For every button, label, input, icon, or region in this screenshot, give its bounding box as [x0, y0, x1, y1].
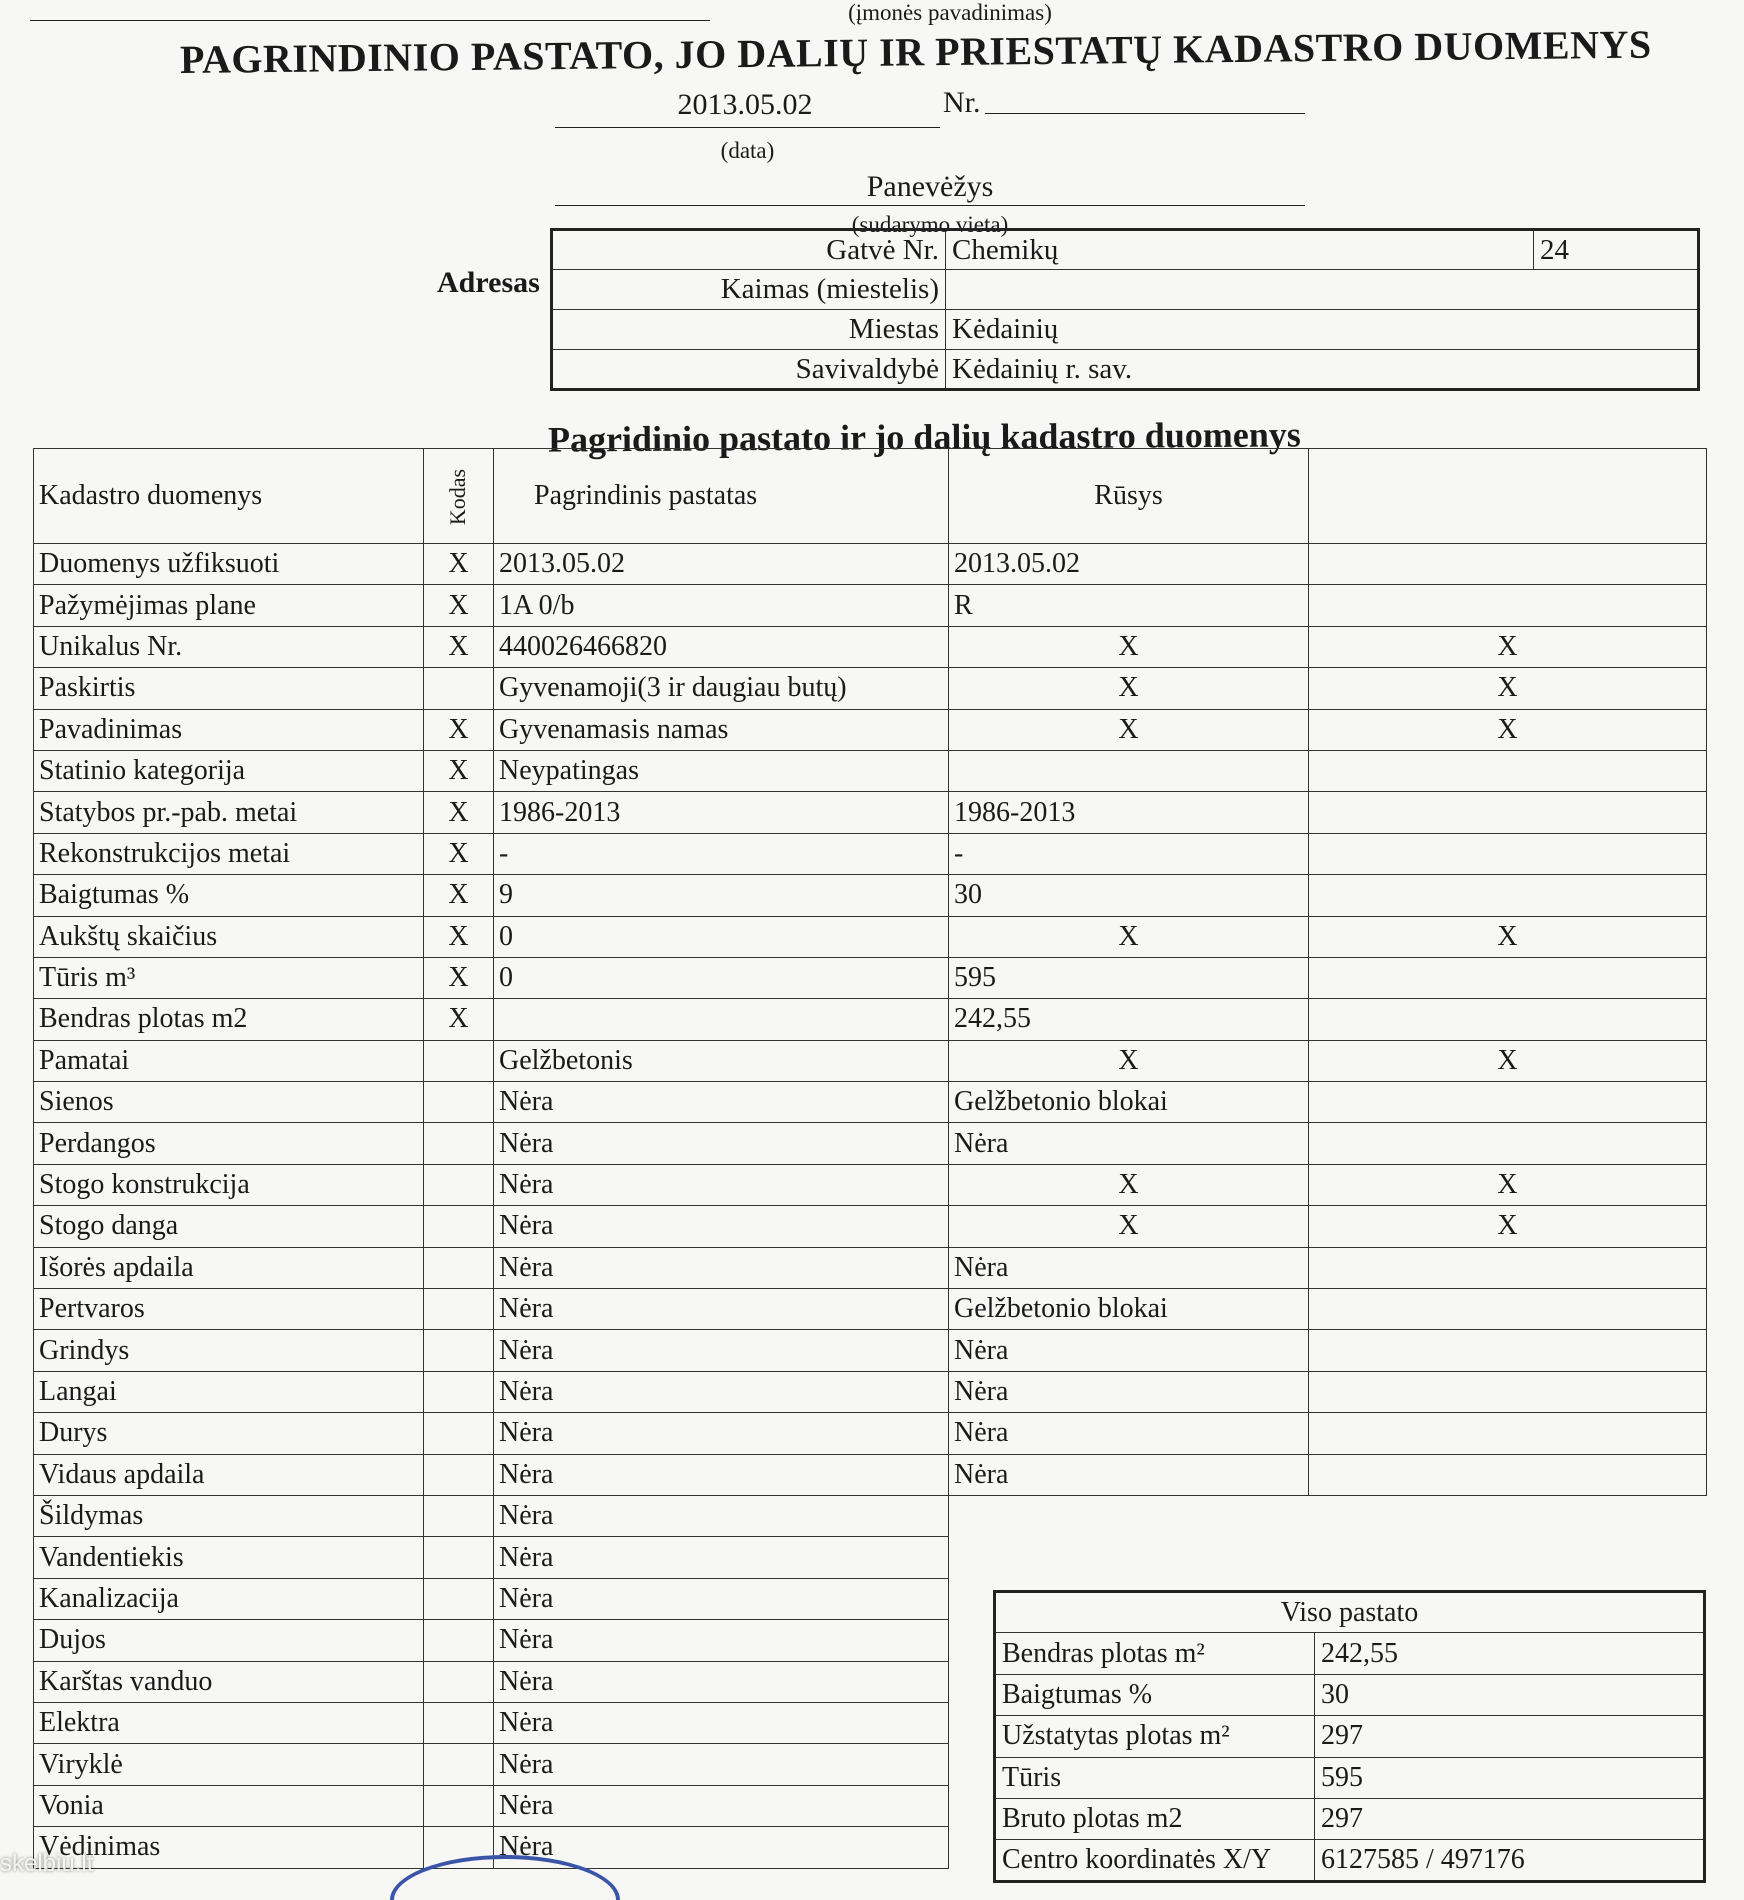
row-kodas — [424, 1785, 494, 1826]
table-row — [34, 1082, 1707, 1123]
row-kodas: X — [424, 999, 494, 1040]
row-extra-value — [1309, 1495, 1707, 1536]
table-row — [34, 1330, 1707, 1371]
table-row — [34, 1247, 1707, 1288]
row-label: Stogo konstrukcija — [34, 1164, 424, 1205]
summary-row — [995, 1716, 1705, 1757]
row-extra-value — [1309, 585, 1707, 626]
row-kodas — [424, 1247, 494, 1288]
row-main-building-value: 440026466820 — [494, 626, 949, 667]
address-row — [552, 270, 1699, 310]
company-caption: (įmonės pavadinimas) — [848, 0, 1052, 25]
table-row — [34, 585, 1707, 626]
row-kodas — [424, 1330, 494, 1371]
address-house-number: 24 — [1534, 230, 1699, 270]
row-label: Viryklė — [34, 1744, 424, 1785]
row-main-building-value: Nėra — [494, 1330, 949, 1371]
table-row — [34, 1123, 1707, 1164]
row-main-building-value: Nėra — [494, 1123, 949, 1164]
row-main-building-value — [494, 999, 949, 1040]
table-row — [34, 875, 1707, 916]
row-label: Bendras plotas m2 — [34, 999, 424, 1040]
row-label: Duomenys užfiksuoti — [34, 544, 424, 585]
row-label: Statybos pr.-pab. metai — [34, 792, 424, 833]
row-kodas: X — [424, 709, 494, 750]
row-label: Unikalus Nr. — [34, 626, 424, 667]
row-kodas — [424, 1082, 494, 1123]
row-basement-value: 595 — [949, 957, 1309, 998]
main-table-title: Pagridinio pastato ir jo dalių kadastro duomenys — [547, 414, 1301, 460]
address-table — [550, 228, 1700, 391]
row-basement-value: Nėra — [949, 1454, 1309, 1495]
address-row — [552, 310, 1699, 350]
row-extra-value — [1309, 1454, 1707, 1495]
row-main-building-value: 9 — [494, 875, 949, 916]
row-label: Pavadinimas — [34, 709, 424, 750]
row-extra-value — [1309, 875, 1707, 916]
table-row — [34, 1164, 1707, 1205]
row-main-building-value: Nėra — [494, 1620, 949, 1661]
row-label: Vonia — [34, 1785, 424, 1826]
row-kodas — [424, 1537, 494, 1578]
address-row — [552, 230, 1699, 270]
row-main-building-value: Gyvenamasis namas — [494, 709, 949, 750]
row-label: Vėdinimas — [34, 1827, 424, 1868]
row-basement-value: 1986-2013 — [949, 792, 1309, 833]
summary-header-row — [995, 1592, 1705, 1633]
row-main-building-value: Gyvenamoji(3 ir daugiau butų) — [494, 668, 949, 709]
row-label: Vandentiekis — [34, 1537, 424, 1578]
place-value: Panevėžys — [866, 170, 994, 203]
row-basement-value: Nėra — [949, 1330, 1309, 1371]
header-main-building: Pagrindinis pastatas — [494, 449, 949, 544]
row-main-building-value: Nėra — [494, 1454, 949, 1495]
row-main-building-value: 0 — [494, 957, 949, 998]
row-extra-value: X — [1309, 1206, 1707, 1247]
summary-value: 30 — [1315, 1674, 1705, 1715]
row-extra-value — [1309, 1123, 1707, 1164]
row-label: Paskirtis — [34, 668, 424, 709]
row-kodas — [424, 1702, 494, 1743]
row-kodas — [424, 668, 494, 709]
row-label: Šildymas — [34, 1495, 424, 1536]
row-main-building-value: Gelžbetonis — [494, 1040, 949, 1081]
row-label: Pažymėjimas plane — [34, 585, 424, 626]
row-basement-value: X — [949, 626, 1309, 667]
row-extra-value — [1309, 1537, 1707, 1578]
row-label: Stogo danga — [34, 1206, 424, 1247]
address-field-value — [946, 270, 1699, 310]
row-main-building-value: Nėra — [494, 1247, 949, 1288]
row-extra-value — [1309, 833, 1707, 874]
row-main-building-value: Nėra — [494, 1537, 949, 1578]
table-header-row — [34, 449, 1707, 544]
row-label: Pertvaros — [34, 1289, 424, 1330]
row-label: Statinio kategorija — [34, 750, 424, 791]
row-basement-value: Nėra — [949, 1413, 1309, 1454]
row-main-building-value: Nėra — [494, 1702, 949, 1743]
table-row — [34, 1495, 1707, 1536]
address-label: Adresas — [437, 266, 540, 299]
row-kodas: X — [424, 626, 494, 667]
summary-value: 6127585 / 497176 — [1315, 1840, 1705, 1881]
row-basement-value: 2013.05.02 — [949, 544, 1309, 585]
header-extra — [1309, 449, 1707, 544]
row-label: Perdangos — [34, 1123, 424, 1164]
row-basement-value: Gelžbetonio blokai — [949, 1289, 1309, 1330]
row-extra-value: X — [1309, 916, 1707, 957]
row-extra-value — [1309, 1289, 1707, 1330]
row-label: Išorės apdaila — [34, 1247, 424, 1288]
address-field-value: Chemikų — [946, 230, 1534, 270]
row-extra-value — [1309, 1082, 1707, 1123]
row-kodas — [424, 1413, 494, 1454]
row-kodas: X — [424, 916, 494, 957]
document-title: PAGRINDINIO PASTATO, JO DALIŲ IR PRIESTATŲ KADASTRO DUOMENYS — [179, 21, 1652, 83]
row-extra-value — [1309, 544, 1707, 585]
row-kodas — [424, 1495, 494, 1536]
table-row — [34, 1206, 1707, 1247]
row-kodas — [424, 1289, 494, 1330]
summary-table — [993, 1590, 1706, 1883]
row-main-building-value: Neypatingas — [494, 750, 949, 791]
row-kodas: X — [424, 875, 494, 916]
row-kodas: X — [424, 750, 494, 791]
company-name-line — [30, 20, 710, 21]
row-basement-value: Nėra — [949, 1123, 1309, 1164]
row-kodas — [424, 1040, 494, 1081]
row-basement-value: 242,55 — [949, 999, 1309, 1040]
summary-label: Bruto plotas m2 — [995, 1798, 1315, 1839]
row-extra-value: X — [1309, 668, 1707, 709]
row-kodas — [424, 1206, 494, 1247]
summary-title: Viso pastato — [995, 1592, 1705, 1633]
row-kodas — [424, 1661, 494, 1702]
row-extra-value: X — [1309, 1040, 1707, 1081]
row-extra-value — [1309, 957, 1707, 998]
row-main-building-value: Nėra — [494, 1744, 949, 1785]
row-extra-value — [1309, 999, 1707, 1040]
row-main-building-value: Nėra — [494, 1082, 949, 1123]
table-row — [34, 833, 1707, 874]
table-row — [34, 1289, 1707, 1330]
summary-value: 242,55 — [1315, 1633, 1705, 1674]
row-main-building-value: Nėra — [494, 1578, 949, 1619]
row-kodas — [424, 1744, 494, 1785]
summary-label: Bendras plotas m² — [995, 1633, 1315, 1674]
watermark: skelbiu.lt — [0, 1850, 94, 1877]
row-basement-value: X — [949, 668, 1309, 709]
row-main-building-value: - — [494, 833, 949, 874]
table-row — [34, 957, 1707, 998]
row-label: Rekonstrukcijos metai — [34, 833, 424, 874]
row-label: Pamatai — [34, 1040, 424, 1081]
number-label: Nr. — [943, 86, 981, 119]
table-row — [34, 916, 1707, 957]
row-label: Kanalizacija — [34, 1578, 424, 1619]
address-row — [552, 350, 1699, 390]
row-extra-value: X — [1309, 709, 1707, 750]
summary-label: Centro koordinatės X/Y — [995, 1840, 1315, 1881]
table-row — [34, 792, 1707, 833]
row-basement-value: X — [949, 916, 1309, 957]
address-field-label: Kaimas (miestelis) — [552, 270, 946, 310]
row-extra-value — [1309, 1413, 1707, 1454]
header-basement: Rūsys — [949, 449, 1309, 544]
row-kodas — [424, 1620, 494, 1661]
row-label: Vidaus apdaila — [34, 1454, 424, 1495]
row-main-building-value: 0 — [494, 916, 949, 957]
summary-value: 297 — [1315, 1798, 1705, 1839]
row-extra-value — [1309, 750, 1707, 791]
row-basement-value: Gelžbetonio blokai — [949, 1082, 1309, 1123]
row-basement-value — [949, 1495, 1309, 1536]
row-kodas: X — [424, 833, 494, 874]
address-field-value: Kėdainių — [946, 310, 1699, 350]
row-label: Tūris m³ — [34, 957, 424, 998]
row-label: Karštas vanduo — [34, 1661, 424, 1702]
row-kodas: X — [424, 585, 494, 626]
table-row — [34, 544, 1707, 585]
row-extra-value — [1309, 1330, 1707, 1371]
summary-row — [995, 1840, 1705, 1881]
table-row — [34, 709, 1707, 750]
row-basement-value — [949, 1537, 1309, 1578]
row-label: Langai — [34, 1371, 424, 1412]
document-date: 2013.05.02 — [677, 88, 813, 121]
address-field-label: Gatvė Nr. — [552, 230, 946, 270]
table-row — [34, 750, 1707, 791]
table-row — [34, 626, 1707, 667]
place-caption: (sudarymo vieta) — [851, 212, 1009, 237]
table-row — [34, 668, 1707, 709]
row-main-building-value: Nėra — [494, 1661, 949, 1702]
row-main-building-value: Nėra — [494, 1164, 949, 1205]
table-row — [34, 1454, 1707, 1495]
row-kodas: X — [424, 957, 494, 998]
row-kodas — [424, 1578, 494, 1619]
row-label: Aukštų skaičius — [34, 916, 424, 957]
summary-label: Tūris — [995, 1757, 1315, 1798]
summary-row — [995, 1798, 1705, 1839]
date-line — [555, 127, 940, 128]
summary-label: Baigtumas % — [995, 1674, 1315, 1715]
row-kodas — [424, 1371, 494, 1412]
row-basement-value: X — [949, 1206, 1309, 1247]
row-label: Baigtumas % — [34, 875, 424, 916]
number-line — [985, 113, 1305, 114]
row-basement-value — [949, 750, 1309, 791]
row-basement-value: X — [949, 1164, 1309, 1205]
row-extra-value — [1309, 1247, 1707, 1288]
row-main-building-value: Nėra — [494, 1413, 949, 1454]
summary-row — [995, 1633, 1705, 1674]
row-extra-value — [1309, 792, 1707, 833]
place-line — [555, 205, 1305, 206]
row-main-building-value: Nėra — [494, 1785, 949, 1826]
address-field-label: Miestas — [552, 310, 946, 350]
row-main-building-value: Nėra — [494, 1827, 949, 1868]
table-row — [34, 1371, 1707, 1412]
row-basement-value: Nėra — [949, 1247, 1309, 1288]
row-label: Elektra — [34, 1702, 424, 1743]
table-row — [34, 1413, 1707, 1454]
row-kodas — [424, 1454, 494, 1495]
row-basement-value: X — [949, 709, 1309, 750]
header-cadastre-data: Kadastro duomenys — [34, 449, 424, 544]
row-main-building-value: Nėra — [494, 1371, 949, 1412]
row-kodas: X — [424, 544, 494, 585]
row-label: Dujos — [34, 1620, 424, 1661]
row-main-building-value: 1986-2013 — [494, 792, 949, 833]
header-kodas: Kodas — [424, 449, 494, 544]
row-main-building-value: Nėra — [494, 1289, 949, 1330]
row-basement-value: Nėra — [949, 1371, 1309, 1412]
row-main-building-value: 1A 0/b — [494, 585, 949, 626]
row-extra-value: X — [1309, 1164, 1707, 1205]
summary-value: 297 — [1315, 1716, 1705, 1757]
row-extra-value: X — [1309, 626, 1707, 667]
row-basement-value: - — [949, 833, 1309, 874]
row-basement-value: 30 — [949, 875, 1309, 916]
row-main-building-value: 2013.05.02 — [494, 544, 949, 585]
table-row — [34, 999, 1707, 1040]
row-label: Durys — [34, 1413, 424, 1454]
row-label: Sienos — [34, 1082, 424, 1123]
summary-value: 595 — [1315, 1757, 1705, 1798]
row-basement-value: X — [949, 1040, 1309, 1081]
table-row — [34, 1537, 1707, 1578]
table-row — [34, 1040, 1707, 1081]
address-field-value: Kėdainių r. sav. — [946, 350, 1699, 390]
row-kodas: X — [424, 792, 494, 833]
row-basement-value: R — [949, 585, 1309, 626]
row-kodas — [424, 1123, 494, 1164]
summary-row — [995, 1674, 1705, 1715]
address-field-label: Savivaldybė — [552, 350, 946, 390]
date-caption: (data) — [720, 138, 775, 163]
row-label: Grindys — [34, 1330, 424, 1371]
row-main-building-value: Nėra — [494, 1495, 949, 1536]
summary-row — [995, 1757, 1705, 1798]
summary-label: Užstatytas plotas m² — [995, 1716, 1315, 1757]
row-kodas — [424, 1164, 494, 1205]
row-main-building-value: Nėra — [494, 1206, 949, 1247]
row-extra-value — [1309, 1371, 1707, 1412]
